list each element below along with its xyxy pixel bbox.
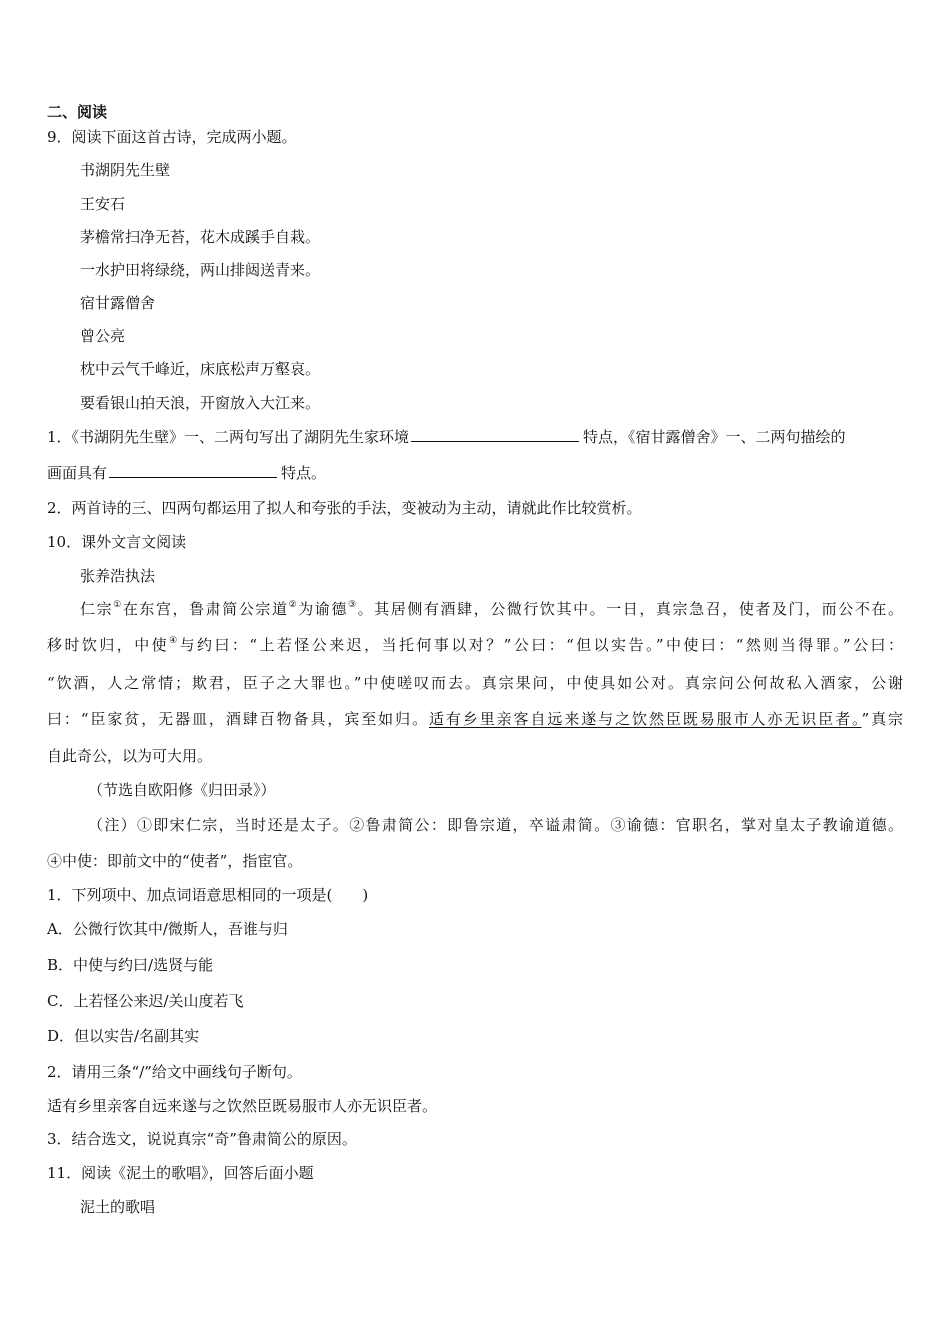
poem2-title: 宿甘露僧舍 [80,294,156,312]
question-11-prompt: 11．阅读《泥土的歌唱》，回答后面小题 [47,1164,314,1182]
footnote-marker: ④ [169,636,180,646]
option-d[interactable]: D．但以实告/名副其实 [47,1027,200,1045]
q9-sub1-text-b: 特点，《宿甘露僧舍》一、二两句描绘的 [583,428,846,446]
annotation-line-1: （注）①即宋仁宗，当时还是太子。②鲁肃简公：即鲁宗道，卒谥肃简。③谕德：官职名，掌对皇太子教谕道德。 [88,816,903,834]
passage-text: 曰：“臣家贫，无器皿，酒肆百物备具，宾至如归。 [47,710,429,728]
poem1-author: 王安石 [80,195,126,213]
underlined-sentence: 适有乡里亲客自远来遂与之饮然臣既易服市人亦无识臣者。 [428,710,862,728]
option-a[interactable]: A．公微行饮其中/微斯人，吾谁与归 [47,920,288,938]
question-9-sub2: 2．两首诗的三、四两句都运用了拟人和夸张的手法，变被动为主动，请就此作比较赏析。 [47,499,642,517]
annotation-line-2: ④中使：即前文中的“使者”，指宦官。 [47,852,303,870]
passage-line-5: 自此奇公，以为可大用。 [47,747,213,765]
question-9-prompt: 9．阅读下面这首古诗，完成两小题。 [47,128,297,146]
passage-title: 张养浩执法 [80,567,156,585]
passage-line-2 [47,634,903,656]
passage-text: 移时饮归，中使 [47,636,170,654]
question-10-sub1: 1．下列项中、加点词语意思相同的一项是( ) [47,886,369,904]
answer-blank-2[interactable] [109,463,277,478]
q9-sub1-text-a: 1．《书湖阴先生壁》一、二两句写出了湖阴先生家环境 [47,428,410,446]
q9-sub1-text-c: 画面具有 [47,464,108,482]
passage-line-1 [80,598,903,620]
passage-text: 仁宗 [80,600,114,618]
question-11-title: 泥土的歌唱 [80,1198,156,1216]
poem1-line1: 茅檐常扫净无苔，花木成蹊手自栽。 [80,228,321,246]
passage-text: ”真宗 [861,710,904,728]
passage-text: 为谕德 [298,600,348,618]
passage-text: 与约曰：“上若怪公来迟，当托何事以对？”公曰：“但以实告。”中使曰：“然则当得罪。”公曰： [179,636,903,654]
question-10-prompt: 10．课外文言文阅读 [47,533,187,551]
poem2-line2: 要看银山拍天浪，开窗放入大江来。 [80,394,321,412]
passage-line-3: “饮酒，人之常情；欺君，臣子之大罪也。”中使嗟叹而去。真宗果问，中使具如公对。真宗问公何故私入酒家，公谢 [47,674,903,692]
passage-text: 。其居侧有酒肆，公微行饮其中。一日，真宗急召，使者及门，而公不在。 [357,600,903,618]
question-10-sub3: 3．结合选文，说说真宗“奇”鲁肃简公的原因。 [47,1130,357,1148]
poem2-line1: 枕中云气千峰近，床底松声万壑哀。 [80,360,321,378]
option-c[interactable]: C．上若怪公来迟/关山度若飞 [47,992,244,1010]
poem2-author: 曾公亮 [80,327,126,345]
passage-line-4 [47,708,903,730]
footnote-marker: ② [288,600,299,610]
section-title: 二、阅读 [47,103,108,121]
question-10-sub2: 2．请用三条“/”给文中画线句子断句。 [47,1063,302,1081]
question-10-sub2-sentence: 适有乡里亲客自远来遂与之饮然臣既易服市人亦无识臣者。 [47,1097,438,1115]
question-9-sub1-line2 [47,462,326,484]
answer-blank-1[interactable] [411,427,579,442]
poem1-title: 书湖阴先生壁 [80,161,171,179]
footnote-marker: ③ [347,600,358,610]
passage-text: 在东宫，鲁肃简公宗道 [122,600,289,618]
poem1-line2: 一水护田将绿绕，两山排闼送青来。 [80,261,321,279]
footnote-marker: ① [113,600,123,610]
question-9-sub1-line1 [47,426,846,448]
passage-source: （节选自欧阳修《归田录》） [88,781,276,799]
option-b[interactable]: B．中使与约曰/选贤与能 [47,956,214,974]
q9-sub1-text-d: 特点。 [281,464,327,482]
